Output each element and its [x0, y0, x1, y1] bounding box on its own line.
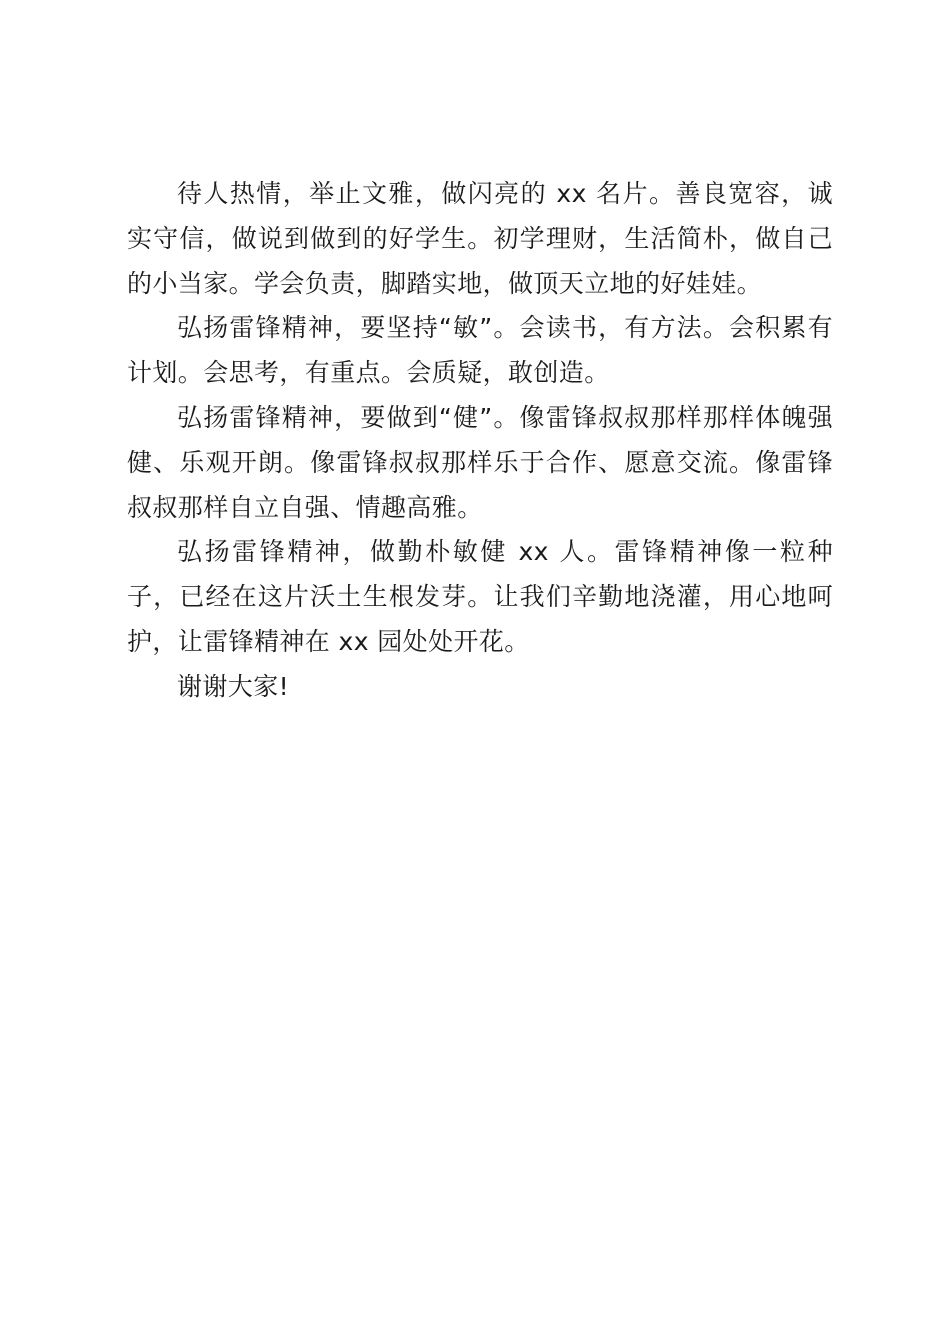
paragraph-4: 弘扬雷锋精神，做勤朴敏健 xx 人。雷锋精神像一粒种子，已经在这片沃土生根发芽。让我们辛勤地浇灌，用心地呵护，让雷锋精神在 xx 园处处开花。 — [127, 537, 833, 656]
closing-line: 谢谢大家! — [177, 671, 290, 701]
body-text — [127, 172, 833, 710]
paragraph-1: 待人热情，举止文雅，做闪亮的 xx 名片。善良宽容，诚实守信，做说到做到的好学生。初学理财，生活简朴，做自己的小当家。学会负责，脚踏实地，做顶天立地的好娃娃。 — [127, 179, 833, 298]
paragraph-2: 弘扬雷锋精神，要坚持“敏”。会读书，有方法。会积累有计划。会思考，有重点。会质疑，敢创造。 — [127, 313, 833, 388]
paragraph-3: 弘扬雷锋精神，要做到“健”。像雷锋叔叔那样那样体魄强健、乐观开朗。像雷锋叔叔那样乐于合作、愿意交流。像雷锋叔叔那样自立自强、情趣高雅。 — [127, 402, 833, 522]
